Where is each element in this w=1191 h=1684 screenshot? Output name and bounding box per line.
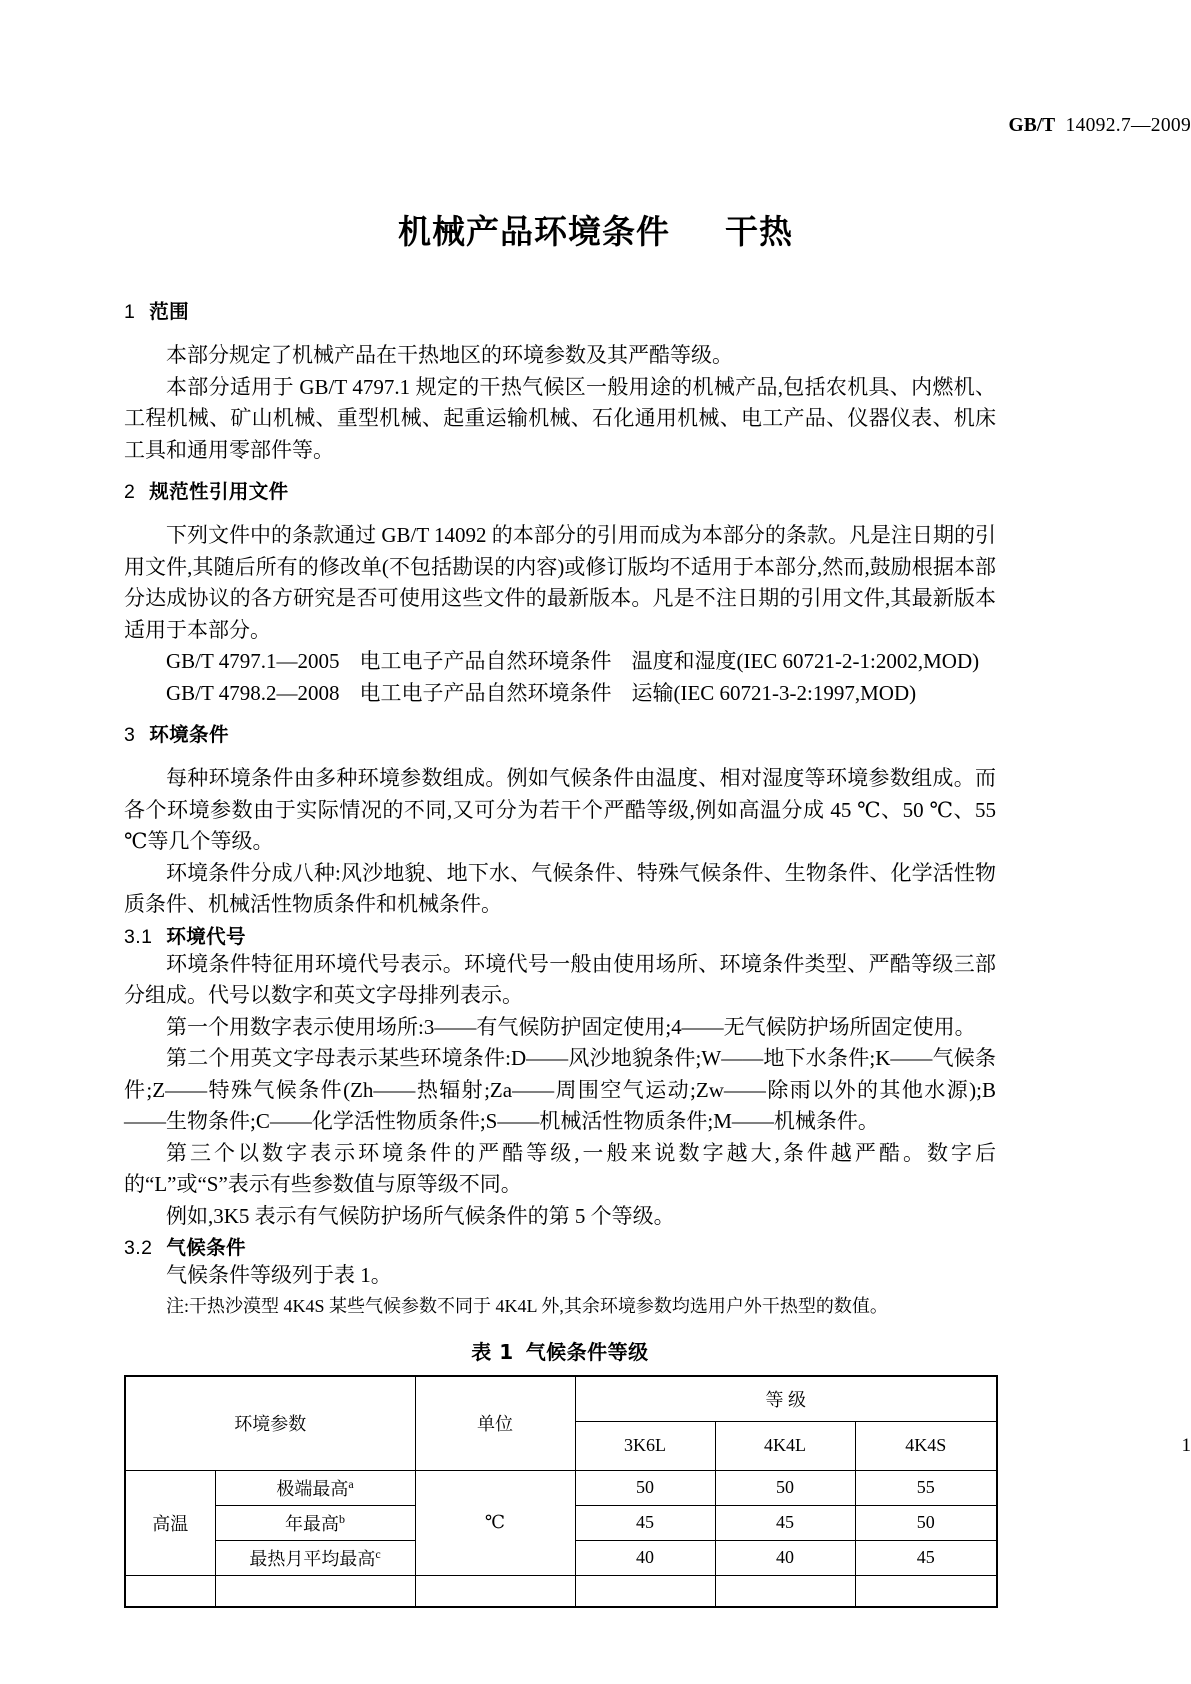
table-row (125, 1470, 997, 1505)
table-cell-2-4K4L: 45 (715, 1505, 855, 1540)
table-header-grade-3K6L: 3K6L (575, 1421, 715, 1470)
table-cell-3-4K4L: 40 (715, 1540, 855, 1575)
table-cell-3-3K6L: 40 (575, 1540, 715, 1575)
table-row-name-1 (215, 1470, 415, 1505)
param-name-3: 最热月平均最高 (249, 1548, 376, 1569)
climate-conditions-table (124, 1375, 998, 1608)
param-sup-3: c (375, 1546, 381, 1561)
table-caption-title: 气候条件等级 (525, 1339, 649, 1364)
table-spacer-cell-6 (855, 1575, 997, 1607)
subsection-3-1-paragraph-4: 第三个以数字表示环境条件的严酷等级,一般来说数字越大,条件越严酷。数字后的“L”或“S”表示有些参数值与原等级不同。 (124, 1140, 996, 1196)
section-3-paragraph-2: 环境条件分成八种:风沙地貌、地下水、气候条件、特殊气候条件、生物条件、化学活性物质条件、机械活性物质条件和机械条件。 (124, 860, 996, 916)
reference-detail-2: 运输(IEC 60721-3-2:1997,MOD) (631, 680, 917, 705)
table-row-name-3 (215, 1540, 415, 1575)
subsection-title-3-1: 环境代号 (166, 924, 246, 948)
subsection-3-1-paragraph-5: 例如,3K5 表示有气候防护场所气候条件的第 5 个等级。 (166, 1203, 675, 1228)
section-number-3: 3 (124, 724, 136, 746)
table-spacer-cell-4 (575, 1575, 715, 1607)
title-sub: 干热 (725, 212, 793, 251)
table-cell-1-4K4L: 50 (715, 1470, 855, 1505)
param-name-1: 极端最高 (276, 1478, 349, 1499)
page-number: 1 (1181, 1435, 1191, 1456)
subsection-3-1-paragraph-2: 第一个用数字表示使用场所:3——有气候防护固定使用;4——无气候防护场所固定使用。 (166, 1014, 976, 1039)
table-spacer-cell-3 (415, 1575, 575, 1607)
section-2-paragraph-1: 下列文件中的条款通过 GB/T 14092 的本部分的引用而成为本部分的条款。凡是注日期的引用文件,其随后所有的修改单(不包括勘误的内容)或修订版均不适用于本部分,然而,鼓励根据本部分达成协议的各方研究是否可使用这些文件的最新版本。凡是不注日期的引用文件,其最新版本适用于本部分。 (124, 523, 996, 642)
reference-detail-1: 温度和湿度(IEC 60721-2-1:2002,MOD) (631, 649, 980, 673)
table-header-grade-4K4S: 4K4S (855, 1421, 997, 1470)
table-header-grade-4K4L: 4K4L (715, 1421, 855, 1470)
subsection-title-3-2: 气候条件 (166, 1236, 246, 1259)
subsection-heading-3-1 (124, 921, 996, 949)
section-title-2: 规范性引用文件 (149, 480, 289, 503)
reference-code-2: GB/T 4798.2—2008 (166, 680, 340, 705)
section-3-paragraph-1: 每种环境条件由多种环境参数组成。例如气候条件由温度、相对湿度等环境参数组成。而各个环境参数由于实际情况的不同,又可分为若干个严酷等级,例如高温分成 45 ℃、50 ℃、55 ℃等几个等级。 (124, 766, 996, 853)
standard-prefix: GB/T (1008, 115, 1056, 136)
section-number-2: 2 (124, 481, 136, 503)
table-bottom-spacer-row (125, 1575, 997, 1607)
table-caption-label: 表 1 (471, 1339, 514, 1364)
subsection-3-1-paragraph-1: 环境条件特征用环境代号表示。环境代号一般由使用场所、环境条件类型、严酷等级三部分组成。代号以数字和英文字母排列表示。 (124, 951, 996, 1007)
table-spacer-cell-5 (715, 1575, 855, 1607)
table-header-grade: 等 级 (575, 1376, 997, 1422)
param-sup-2: b (339, 1511, 345, 1526)
page-title (0, 206, 1191, 253)
normative-reference-2 (124, 678, 996, 710)
table-spacer-cell-1 (125, 1575, 215, 1607)
section-heading-1 (124, 296, 996, 324)
section-number-1: 1 (124, 301, 136, 323)
table-cell-2-4K4S: 50 (855, 1505, 997, 1540)
subsection-3-1-paragraph-3: 第二个用英文字母表示某些环境条件:D——风沙地貌条件;W——地下水条件;K——气候条件;Z——特殊气候条件(Zh——热辐射;Za——周围空气运动;Zw——除雨以外的其他水源);B——生物条件;C——化学活性物质条件;S——机械活性物质条件;M——机械条件。 (124, 1046, 996, 1133)
table-note: 注:干热沙漠型 4K4S 某些气候参数不同于 4K4L 外,其余环境参数均选用户外干热型的数值。 (166, 1295, 888, 1316)
table-header-unit: 单位 (415, 1376, 575, 1471)
subsection-heading-3-2 (124, 1232, 996, 1260)
section-1-paragraph-1: 本部分规定了机械产品在干热地区的环境参数及其严酷等级。 (166, 343, 733, 367)
section-heading-3 (124, 719, 996, 747)
normative-reference-1 (124, 646, 996, 678)
document-body (124, 296, 996, 1608)
param-sup-1: a (348, 1476, 354, 1491)
subsection-3-2-paragraph-1: 气候条件等级列于表 1。 (166, 1263, 392, 1287)
section-title-1: 范围 (149, 300, 190, 323)
table-header-param: 环境参数 (125, 1376, 415, 1471)
table-row-name-2 (215, 1505, 415, 1540)
subsection-number-3-1: 3.1 (124, 925, 153, 948)
param-name-2: 年最高 (285, 1513, 339, 1534)
table-spacer-cell-2 (215, 1575, 415, 1607)
table-caption (124, 1336, 996, 1365)
running-head (1009, 115, 1191, 137)
table-cell-2-3K6L: 45 (575, 1505, 715, 1540)
reference-code-1: GB/T 4797.1—2005 (166, 649, 340, 673)
section-heading-2 (124, 476, 996, 504)
reference-title-1: 电工电子产品自然环境条件 (359, 649, 612, 673)
table-cell-1-4K4S: 55 (855, 1470, 997, 1505)
table-unit-value: ℃ (415, 1470, 575, 1575)
table-header-row-1 (125, 1376, 997, 1422)
title-main: 机械产品环境条件 (398, 212, 670, 251)
reference-title-2: 电工电子产品自然环境条件 (359, 680, 612, 705)
subsection-number-3-2: 3.2 (124, 1237, 153, 1259)
section-title-3: 环境条件 (149, 723, 229, 746)
standard-number: 14092.7—2009 (1065, 115, 1191, 136)
section-1-paragraph-2: 本部分适用于 GB/T 4797.1 规定的干热气候区一般用途的机械产品,包括农机具、内燃机、工程机械、矿山机械、重型机械、起重运输机械、石化通用机械、电工产品、仪器仪表、机床工具和通用零部件等。 (124, 374, 996, 462)
table-group-label: 高温 (125, 1470, 215, 1575)
table-cell-1-3K6L: 50 (575, 1470, 715, 1505)
table-cell-3-4K4S: 45 (855, 1540, 997, 1575)
